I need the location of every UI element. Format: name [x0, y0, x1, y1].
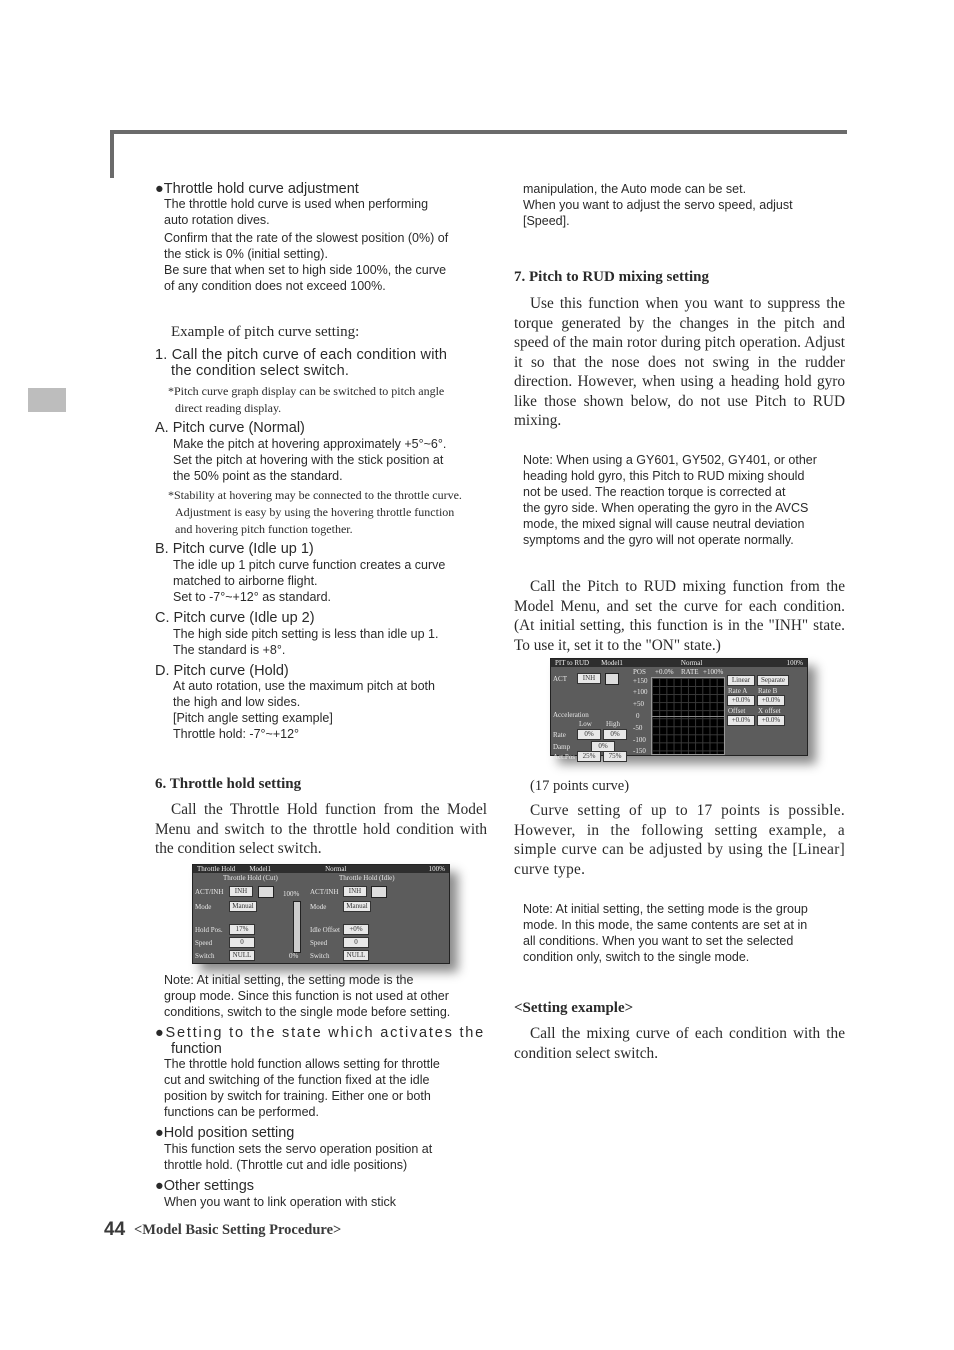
left-act-field[interactable]: INH — [229, 886, 253, 897]
pit-to-rud-screen: PIT to RUD Model1 Normal 100% ACT INH Acceleration Low High Rate 0% 0% Damp 0% Act.Pos 25% 75% POS +0.0% RATE +100% +150 +100 +50 0 -50 -100 -150 Linear Separate Rate A Rate B +0.0% +0.0% Offset X offset +0.0% +0.0% — [550, 658, 808, 756]
example-heading: Example of pitch curve setting: — [171, 324, 360, 340]
continued-text: manipulation, the Auto mode can be set. When you want to adjust the servo speed, adjust [Speed]. — [523, 182, 793, 228]
section7-heading: 7. Pitch to RUD mixing setting — [514, 269, 709, 285]
x-offset-field[interactable]: +0.0% — [757, 715, 785, 726]
setting-example-body: Call the mixing curve of each condition with the condition select switch. — [514, 1025, 845, 1062]
gyro-note: Note: When using a GY601, GY502, GY401, or other heading hold gyro, this Pitch to RUD mixing should not be used. The reaction torque is corrected at the gyro side. When operating the gyro in the AVCS mode, the mixed signal will cause neutral deviation symptoms and the gyro will not operate normally. — [523, 453, 817, 547]
separate-button[interactable]: Separate — [757, 675, 789, 686]
section7-body: Use this function when you want to suppress the torque generated by the changes in the pitch and speed of the main rotor during pitch operation. Adjust it so that the nose does not swing in the rudder direction. However, when using a heading hold gyro like those shown below, do not use Pitch to RUD mixing. — [514, 295, 845, 429]
footer-section: <Model Basic Setting Procedure> — [134, 1222, 342, 1238]
rate-high-field[interactable]: 0% — [603, 729, 627, 740]
pitch-idle2-heading: C. Pitch curve (Idle up 2) — [155, 610, 315, 626]
curve-body: Curve setting of up to 17 points is possible. However, in the following setting example, a simple curve can be adjusted by using the [Linear] curve type. — [514, 802, 845, 878]
right-mode-field[interactable]: Manual — [343, 901, 371, 912]
pitch-idle1-text: The idle up 1 pitch curve function creates a curve matched to airborne flight. Set to -7°~+12° as standard. — [173, 558, 446, 604]
header-rule-left — [110, 130, 114, 178]
setting-example-heading: <Setting example> — [514, 1000, 634, 1016]
curve-graph[interactable] — [651, 677, 725, 755]
throttle-hold-screen: Throttle Hold Model1 Normal 100% Throttle Hold (Cut) Throttle Hold (Idle) ACT/INH INH Mode Manual Hold Pos. 17% Speed 0 Switch NULL 100% 0% ACT/INH INH Mode Manual Idle Offset +0% Speed 0 Switch NULL — [192, 864, 450, 964]
pitch-normal-text: Make the pitch at hovering approximately +5°~6°. Set the pitch at hovering with the stick position at the 50% point as the standard. — [173, 437, 447, 483]
pitch-idle2-text: The high side pitch setting is less than idle up 1. The standard is +8°. — [173, 627, 439, 657]
pit-rud-body: Call the Pitch to RUD mixing function from the Model Menu, and set the curve for each condition. (At initial setting, this function is in the "INH" state. To use it, set it to the "ON" state.) — [514, 578, 845, 654]
actpos-high-field[interactable]: 75% — [603, 751, 627, 762]
right-act-field[interactable]: INH — [343, 886, 367, 897]
hold-position-text: This function sets the servo operation position at throttle hold. (Throttle cut and idle positions) — [164, 1142, 433, 1172]
idle-offset-field[interactable]: +0% — [343, 924, 369, 935]
offset-field[interactable]: +0.0% — [727, 715, 755, 726]
header-rule — [110, 130, 847, 134]
hold-bar — [293, 901, 301, 953]
left-speed-field[interactable]: 0 — [229, 937, 255, 948]
side-tab — [28, 388, 66, 412]
servo-icon-right[interactable] — [371, 886, 387, 898]
rate-low-field[interactable]: 0% — [577, 729, 601, 740]
pitch-hold-heading: D. Pitch curve (Hold) — [155, 663, 289, 679]
pitch-idle1-heading: B. Pitch curve (Idle up 1) — [155, 541, 314, 557]
group-mode-note: Note: At initial setting, the setting mode is the group mode. In this mode, the same contents are set at in all conditions. When you want to set the selected condition only, switch to the single mode. — [523, 902, 808, 964]
section6-body: Call the Throttle Hold function from the Model Menu and switch to the throttle hold condition with the condition select switch. — [155, 801, 487, 857]
hold-pos-field[interactable]: 17% — [229, 924, 255, 935]
step1-note: *Pitch curve graph display can be switched to pitch angle direct reading display. — [168, 384, 445, 415]
pitch-normal-heading: A. Pitch curve (Normal) — [155, 420, 305, 436]
right-switch-field[interactable]: NULL — [343, 950, 369, 961]
page-number: 44 — [104, 1219, 126, 1240]
pit-servo-icon[interactable] — [605, 673, 619, 685]
state-heading: ●Setting to the state which activates the function — [155, 1025, 486, 1057]
section6-heading: 6. Throttle hold setting — [155, 776, 302, 792]
state-text: The throttle hold function allows setting for throttle cut and switching of the function fixed at the idle position by switch for training. Either one or both functions can be performed. — [164, 1057, 440, 1119]
other-settings-heading: ●Other settings — [155, 1178, 255, 1194]
linear-button[interactable]: Linear — [727, 675, 755, 686]
pitch-normal-note: *Stability at hovering may be connected to the throttle curve. Adjustment is easy by using the hovering throttle function and hovering pitch function together. — [168, 488, 462, 536]
right-speed-field[interactable]: 0 — [343, 937, 369, 948]
curve-caption: (17 points curve) — [530, 778, 630, 794]
pit-act-field[interactable]: INH — [577, 673, 601, 684]
screen1-note: Note: At initial setting, the setting mode is the group mode. Since this function is not used at other conditions, switch to the single mode before setting. — [164, 973, 451, 1019]
damp-field[interactable]: 0% — [591, 741, 615, 752]
step1: 1. Call the pitch curve of each condition with the condition select switch. — [155, 347, 448, 379]
throttle-curve-heading: ●Throttle hold curve adjustment — [155, 181, 359, 197]
hold-position-heading: ●Hold position setting — [155, 1125, 295, 1141]
rate-a-field[interactable]: +0.0% — [727, 695, 755, 706]
left-switch-field[interactable]: NULL — [229, 950, 255, 961]
actpos-low-field[interactable]: 25% — [577, 751, 601, 762]
rate-b-field[interactable]: +0.0% — [757, 695, 785, 706]
throttle-curve-text: The throttle hold curve is used when performing auto rotation dives. Confirm that the rate of the slowest position (0%) of the stick is 0% (initial setting). Be sure that when set to high side 100%, the curve of any condition does not exceed 100%. — [164, 197, 449, 293]
other-settings-text: When you want to link operation with stick — [164, 1195, 397, 1209]
pitch-hold-text: At auto rotation, use the maximum pitch at both the high and low sides. [Pitch angle setting example] Throttle hold: -7°~+12° — [173, 679, 435, 741]
left-mode-field[interactable]: Manual — [229, 901, 257, 912]
servo-icon[interactable] — [258, 886, 274, 898]
